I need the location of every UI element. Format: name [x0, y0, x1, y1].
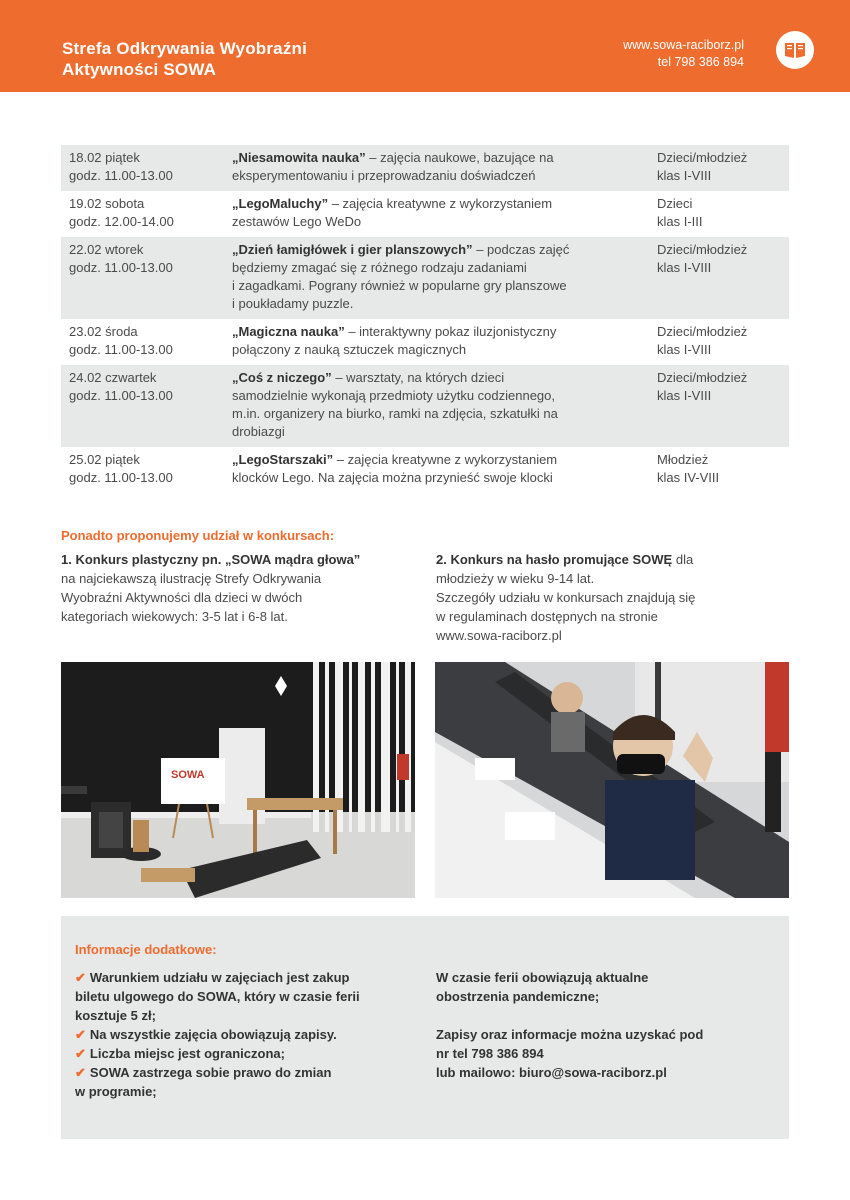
event-desc: – warsztaty, na których dzieci: [335, 370, 505, 385]
date-cell: [61, 191, 224, 237]
event-desc: i zagadkami. Pograny również w popularne gry planszowe: [232, 278, 567, 293]
event-title: „Niesamowita nauka”: [232, 150, 366, 165]
audience-classes: klas I-VIII: [657, 342, 712, 357]
audience-group: Młodzież: [657, 452, 709, 467]
checkmark-icon: ✔: [75, 970, 86, 985]
title-line-1: Strefa Odkrywania Wyobraźni: [62, 39, 308, 58]
table-row: [61, 447, 789, 493]
table-row: [61, 191, 789, 237]
table-row: [61, 237, 789, 319]
description-cell: [224, 145, 649, 191]
event-title: „Dzień łamigłówek i gier planszowych”: [232, 242, 473, 257]
list-item: ✔ Warunkiem udziału w zajęciach jest zakup: [75, 970, 350, 985]
header-contact: [623, 37, 744, 71]
audience-cell: [649, 365, 789, 447]
audience-cell: [649, 191, 789, 237]
audience-classes: klas I-VIII: [657, 388, 712, 403]
audience-cell: [649, 237, 789, 319]
contest-2-text: w regulaminach dostępnych na stronie: [436, 609, 658, 624]
table-row: [61, 365, 789, 447]
event-desc: będziemy zmagać się z różnego rodzaju zadaniami: [232, 260, 527, 275]
list-item: ✔ SOWA zastrzega sobie prawo do zmian: [75, 1065, 332, 1080]
description-cell: [224, 447, 649, 493]
contests-heading: Ponadto proponujemy udział w konkursach:: [61, 528, 335, 543]
list-item: ✔ Liczba miejsc jest ograniczona;: [75, 1046, 285, 1061]
date-cell: [61, 145, 224, 191]
contest-1-title: 1. Konkurs plastyczny pn. „SOWA mądra głowa”: [61, 552, 361, 567]
audience-classes: klas IV-VIII: [657, 470, 720, 485]
checkmark-icon: ✔: [75, 1065, 86, 1080]
event-desc: samodzielnie wykonają przedmioty użytku codziennego,: [232, 388, 556, 403]
event-date: 18.02 piątek: [69, 150, 140, 165]
audience-classes: klas I-III: [657, 214, 703, 229]
checkmark-icon: ✔: [75, 1027, 86, 1042]
event-hours: godz. 11.00-13.00: [69, 388, 173, 403]
event-hours: godz. 11.00-13.00: [69, 470, 173, 485]
open-book-icon: [784, 40, 806, 60]
audience-group: Dzieci/młodzież: [657, 242, 748, 257]
contact-email[interactable]: lub mailowo: biuro@sowa-raciborz.pl: [436, 1065, 667, 1080]
event-hours: godz. 12.00-14.00: [69, 214, 174, 229]
list-item-continued: kosztuje 5 zł;: [75, 1008, 156, 1023]
event-desc: – interaktywny pokaz iluzjonistyczny: [348, 324, 557, 339]
description-cell: [224, 237, 649, 319]
event-title: „Coś z niczego”: [232, 370, 332, 385]
contest-2-title-rest: dla: [672, 552, 694, 567]
table-row: [61, 319, 789, 365]
event-desc: – zajęcia naukowe, bazujące na: [369, 150, 554, 165]
event-desc: zestawów Lego WeDo: [232, 214, 362, 229]
contact-phone: nr tel 798 386 894: [436, 1046, 544, 1061]
event-desc: – zajęcia kreatywne z wykorzystaniem: [336, 452, 558, 467]
event-desc: połączony z nauką sztuczek magicznych: [232, 342, 467, 357]
event-date: 19.02 sobota: [69, 196, 145, 211]
event-title: „LegoMaluchy”: [232, 196, 329, 211]
event-desc: klocków Lego. Na zajęcia można przynieść swoje klocki: [232, 470, 553, 485]
schedule-table: [61, 145, 789, 493]
description-cell: [224, 365, 649, 447]
list-item: ✔ Na wszystkie zajęcia obowiązują zapisy.: [75, 1027, 337, 1042]
contest-2-text: Szczegóły udziału w konkursach znajdują się: [436, 590, 696, 605]
event-title: „Magiczna nauka”: [232, 324, 345, 339]
book-logo: [776, 31, 814, 69]
info-heading: Informacje dodatkowe:: [75, 942, 217, 957]
event-title: „LegoStarszaki”: [232, 452, 334, 467]
event-desc: i poukładamy puzzle.: [232, 296, 354, 311]
event-date: 25.02 piątek: [69, 452, 140, 467]
contest-1-text: kategoriach wiekowych: 3-5 lat i 6-8 lat.: [61, 609, 288, 624]
event-hours: godz. 11.00-13.00: [69, 260, 173, 275]
list-item-continued: biletu ulgowego do SOWA, który w czasie ferii: [75, 989, 360, 1004]
additional-info-box: [61, 916, 789, 1139]
checkmark-icon: ✔: [75, 1046, 86, 1061]
audience-group: Dzieci/młodzież: [657, 324, 748, 339]
date-cell: [61, 447, 224, 493]
description-cell: [224, 191, 649, 237]
description-cell: [224, 319, 649, 365]
pandemic-note: W czasie ferii obowiązują aktualne obostrzenia pandemiczne;: [436, 970, 649, 1004]
event-desc: – podczas zajęć: [476, 242, 570, 257]
contest-2-link[interactable]: www.sowa-raciborz.pl: [436, 628, 562, 643]
audience-group: Dzieci/młodzież: [657, 370, 748, 385]
event-desc: drobiazgi: [232, 424, 285, 439]
date-cell: [61, 365, 224, 447]
contest-1: [61, 550, 411, 626]
audience-group: Dzieci/młodzież: [657, 150, 748, 165]
room-sign-text: SOWA: [171, 769, 205, 781]
photo-children-workshop: [435, 662, 789, 898]
phone-number: tel 798 386 894: [657, 55, 744, 69]
contest-2-text: młodzieży w wieku 9-14 lat.: [436, 571, 595, 586]
event-date: 23.02 środa: [69, 324, 138, 339]
list-item-continued: w programie;: [75, 1084, 157, 1099]
audience-classes: klas I-VIII: [657, 260, 712, 275]
event-desc: m.in. organizery na biurko, ramki na zdjęcia, szkatułki na: [232, 406, 558, 421]
table-row: [61, 145, 789, 191]
website-link[interactable]: www.sowa-raciborz.pl: [623, 38, 744, 52]
date-cell: [61, 237, 224, 319]
contest-2: [436, 550, 796, 645]
header-bar: [0, 0, 850, 92]
audience-cell: [649, 145, 789, 191]
contest-1-text: Wyobraźni Aktywności dla dzieci w dwóch: [61, 590, 303, 605]
event-hours: godz. 11.00-13.00: [69, 342, 173, 357]
photo-activity-room: [61, 662, 415, 898]
audience-cell: [649, 447, 789, 493]
audience-classes: klas I-VIII: [657, 168, 712, 183]
event-hours: godz. 11.00-13.00: [69, 168, 173, 183]
audience-group: Dzieci: [657, 196, 693, 211]
info-list: [75, 968, 415, 1101]
title-line-2: Aktywności SOWA: [62, 60, 217, 79]
date-cell: [61, 319, 224, 365]
event-desc: eksperymentowaniu i przeprowadzaniu doświadczeń: [232, 168, 536, 183]
event-date: 22.02 wtorek: [69, 242, 144, 257]
info-right-column: [436, 968, 776, 1101]
audience-cell: [649, 319, 789, 365]
event-date: 24.02 czwartek: [69, 370, 157, 385]
contest-2-title: 2. Konkurs na hasło promujące SOWĘ: [436, 552, 673, 567]
contest-1-text: na najciekawszą ilustrację Strefy Odkrywania: [61, 571, 322, 586]
event-desc: – zajęcia kreatywne z wykorzystaniem: [331, 196, 553, 211]
contact-note: Zapisy oraz informacje można uzyskać pod nr tel 798 386 894 lub mailowo: biuro@sowa-raciborz.pl: [436, 1025, 776, 1082]
page-title: [62, 38, 307, 80]
